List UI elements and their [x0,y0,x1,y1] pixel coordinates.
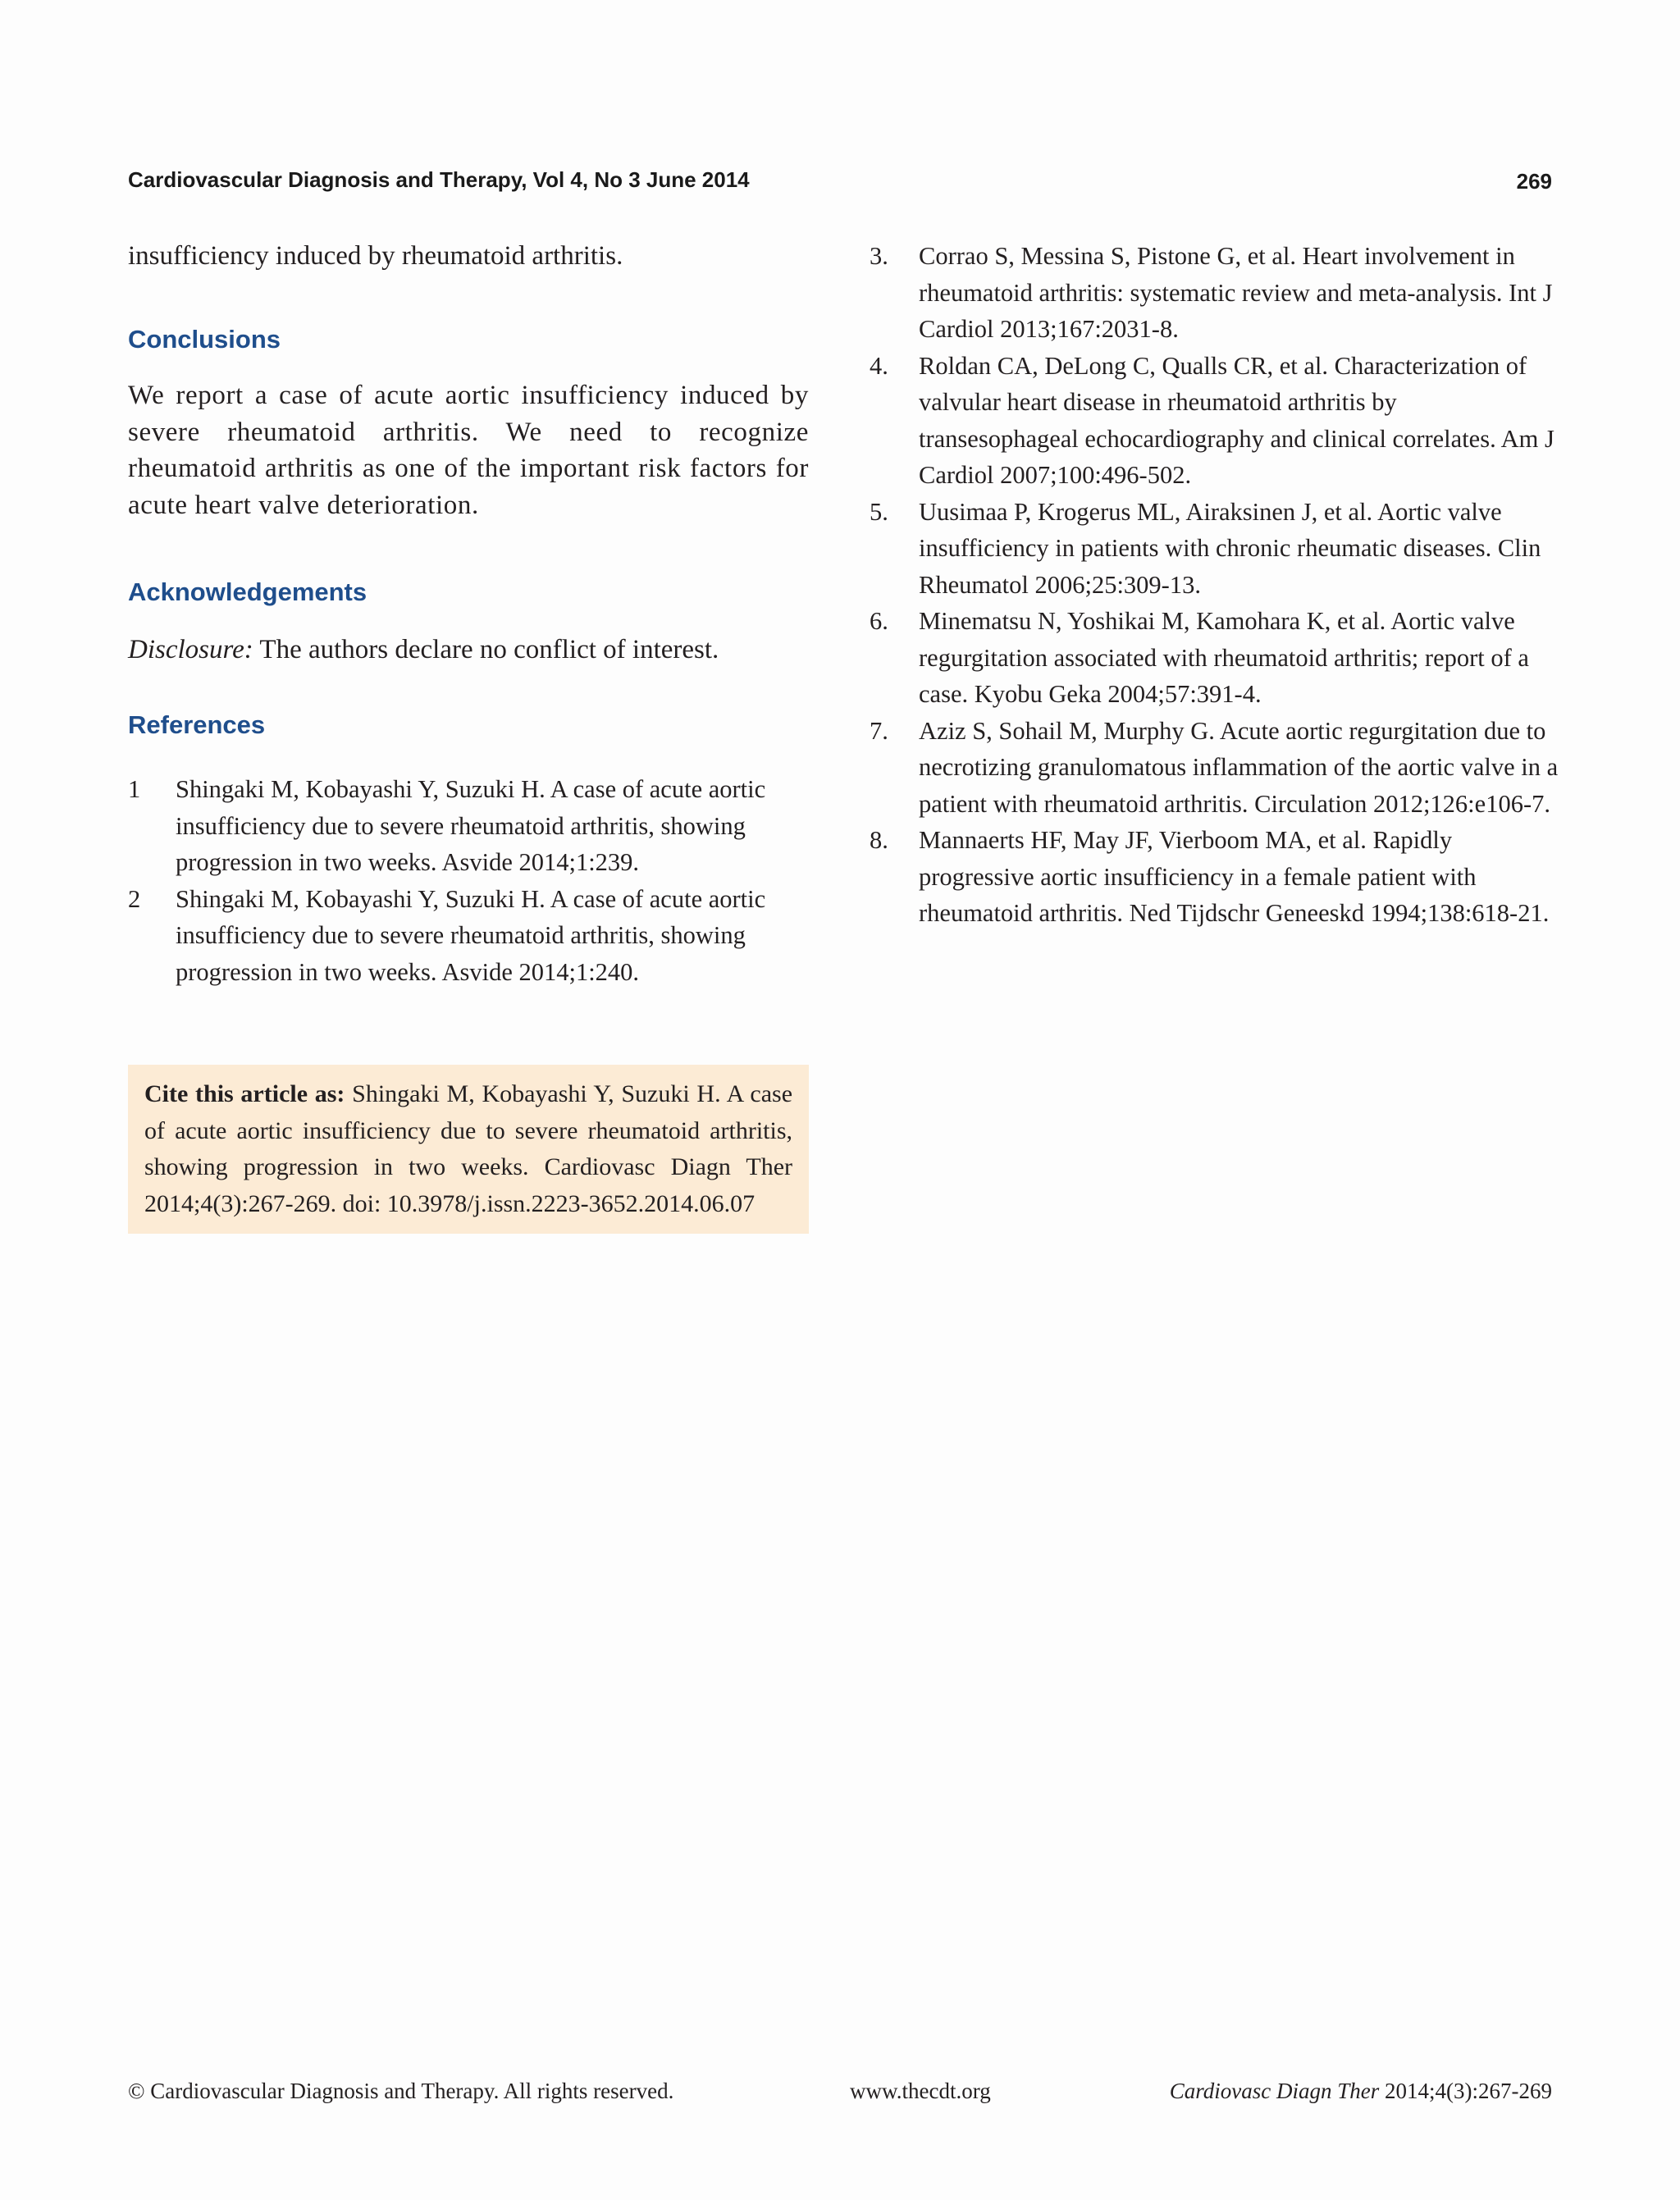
acknowledgements-heading: Acknowledgements [128,577,368,606]
reference-number: 8. [870,826,888,854]
reference-item [870,603,1559,713]
reference-item [870,238,1559,348]
reference-text: Shingaki M, Kobayashi Y, Suzuki H. A case of acute aortic insufficiency due to severe rheumatoid arthritis, showing progression in two weeks. Asvide 2014;1:239. [176,775,766,876]
reference-text: Mannaerts HF, May JF, Vierboom MA, et al. Rapidly progressive aortic insufficiency in a female patient with rheumatoid arthritis. Ned Tijdschr Geneeskd 1994;138:618-21. [919,826,1550,927]
reference-item [870,822,1559,932]
disclosure-label: Disclosure: [128,635,253,664]
reference-number: 6. [870,607,888,635]
reference-list-left [128,771,809,990]
reference-item [128,771,809,881]
reference-number: 4. [870,351,888,380]
left-column [128,238,809,990]
reference-number: 5. [870,497,888,526]
journal-title: Cardiovascular Diagnosis and Therapy, Vol 4, No 3 June 2014 [128,167,750,192]
reference-text: Uusimaa P, Krogerus ML, Airaksinen J, et al. Aortic valve insufficiency in patients with chronic rheumatic diseases. Clin Rheumatol 2006;25:309-13. [919,497,1541,599]
conclusions-heading: Conclusions [128,325,281,354]
right-column [870,238,1559,932]
reference-text: Shingaki M, Kobayashi Y, Suzuki H. A case of acute aortic insufficiency due to severe rheumatoid arthritis, showing progression in two weeks. Asvide 2014;1:240. [176,884,766,986]
reference-text: Roldan CA, DeLong C, Qualls CR, et al. Characterization of valvular heart disease in rheumatoid arthritis by transesophageal echocardiography and clinical correlates. Am J Cardiol 2007;100:496-502. [919,351,1554,489]
footer-citation-details: 2014;4(3):267-269 [1379,2079,1552,2103]
reference-list-right [870,238,1559,932]
cite-text: Shingaki M, Kobayashi Y, Suzuki H. A case of acute aortic insufficiency due to severe rheumatoid arthritis, showing progression in two weeks. Cardiovasc Diagn Ther 2014;4(3):267-269. doi: 10.3978/j.issn.2223-3652.2014.06.07 [144,1080,793,1217]
reference-item [128,881,809,991]
footer-citation [1170,2079,1552,2104]
continued-text: insufficiency induced by rheumatoid arthritis. [128,241,623,271]
references-heading: References [128,710,266,739]
reference-number: 1 [128,775,141,803]
conclusions-paragraph: We report a case of acute aortic insufficiency induced by severe rheumatoid arthritis. We need to recognize rheumatoid arthritis as one of the important risk factors for acute heart valve deterioration. [128,381,809,520]
reference-number: 2 [128,884,141,913]
reference-text: Minematsu N, Yoshikai M, Kamohara K, et al. Aortic valve regurgitation associated with rheumatoid arthritis; report of a case. Kyobu Geka 2004;57:391-4. [919,607,1529,708]
reference-item [870,348,1559,494]
cite-article-box [128,1065,809,1234]
reference-item [870,713,1559,823]
disclosure-text: The authors declare no conflict of interest. [253,635,719,664]
journal-website-link[interactable]: www.thecdt.org [850,2079,991,2103]
cite-label: Cite this article as: [144,1080,345,1107]
footer-citation-journal: Cardiovasc Diagn Ther [1169,2079,1380,2103]
copyright-notice: © Cardiovascular Diagnosis and Therapy. All rights reserved. [128,2079,674,2103]
reference-item [870,494,1559,604]
reference-text: Aziz S, Sohail M, Murphy G. Acute aortic regurgitation due to necrotizing granulomatous inflammation of the aortic valve in a patient with rheumatoid arthritis. Circulation 2012;126:e106-7. [919,716,1559,818]
reference-text: Corrao S, Messina S, Pistone G, et al. Heart involvement in rheumatoid arthritis: systematic review and meta-analysis. Int J Cardiol 2013;167:2031-8. [919,242,1553,343]
page-number: 269 [1516,169,1552,194]
disclosure-statement [128,632,809,668]
reference-number: 7. [870,716,888,745]
reference-number: 3. [870,242,888,270]
